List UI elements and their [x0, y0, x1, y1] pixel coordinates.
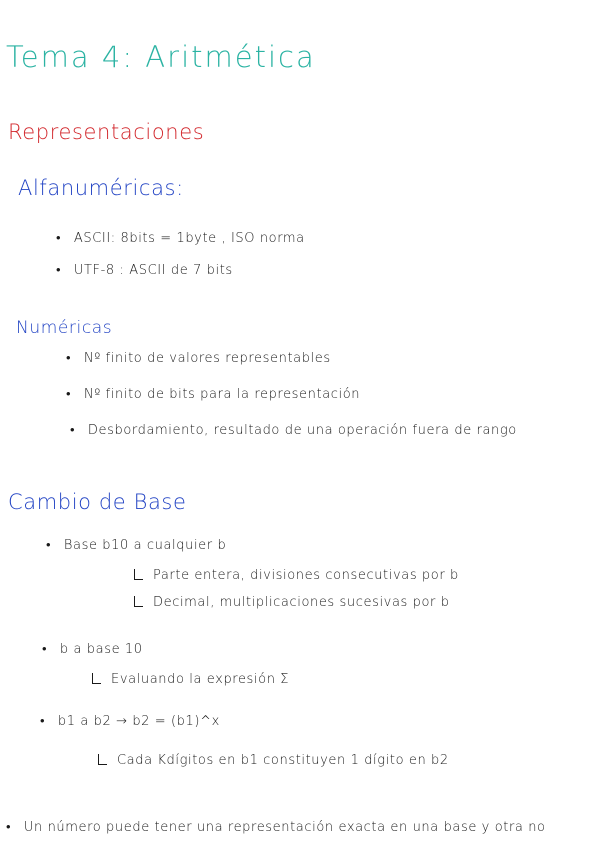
list-item-text: Desbordamiento, resultado de una operación fuera de rango — [87, 423, 517, 438]
heading-representaciones: Representaciones — [8, 120, 205, 144]
sub-item-text: Decimal, multiplicaciones sucesivas por b — [153, 595, 450, 610]
heading-alfanumericas: Alfanuméricas: — [18, 176, 184, 200]
sub-item — [134, 595, 450, 610]
sub-item-text: Evaluando la expresión Σ — [111, 672, 290, 687]
list-item-text: Un número puede tener una representación exacta en una base y otra no — [23, 820, 546, 835]
page-title: Tema 4: Aritmética — [6, 40, 316, 74]
list-item — [46, 537, 226, 553]
list-item — [66, 386, 360, 402]
heading-cambio-de-base: Cambio de Base — [8, 490, 187, 514]
branch-marker — [134, 596, 143, 607]
sub-item-text: Parte entera, divisiones consecutivas por b — [153, 568, 459, 583]
list-item-text: Nº finito de bits para la representación — [83, 387, 361, 402]
sub-item — [134, 568, 459, 583]
sub-item — [98, 753, 449, 768]
list-item — [56, 230, 305, 246]
list-item-text: Base b10 a cualquier b — [63, 538, 227, 553]
branch-marker — [92, 673, 101, 684]
list-item-text: UTF-8 : ASCII de 7 bits — [73, 263, 233, 278]
branch-marker — [98, 754, 107, 765]
list-item — [66, 350, 331, 366]
list-item-text: b1 a b2 → b2 = (b1)^x — [57, 714, 220, 729]
list-item — [56, 262, 233, 278]
heading-numericas: Numéricas — [16, 318, 113, 338]
list-item — [42, 641, 143, 657]
list-item-text: ASCII: 8bits = 1byte , ISO norma — [73, 231, 305, 246]
list-item-text: b a base 10 — [59, 642, 143, 657]
list-item — [6, 819, 546, 835]
branch-marker — [134, 569, 143, 580]
list-item — [70, 422, 517, 438]
sub-item-text: Cada Kdígitos en b1 constituyen 1 dígito en b2 — [117, 753, 449, 768]
sub-item — [92, 672, 289, 687]
list-item-text: Nº finito de valores representables — [83, 351, 331, 366]
list-item — [40, 713, 220, 729]
